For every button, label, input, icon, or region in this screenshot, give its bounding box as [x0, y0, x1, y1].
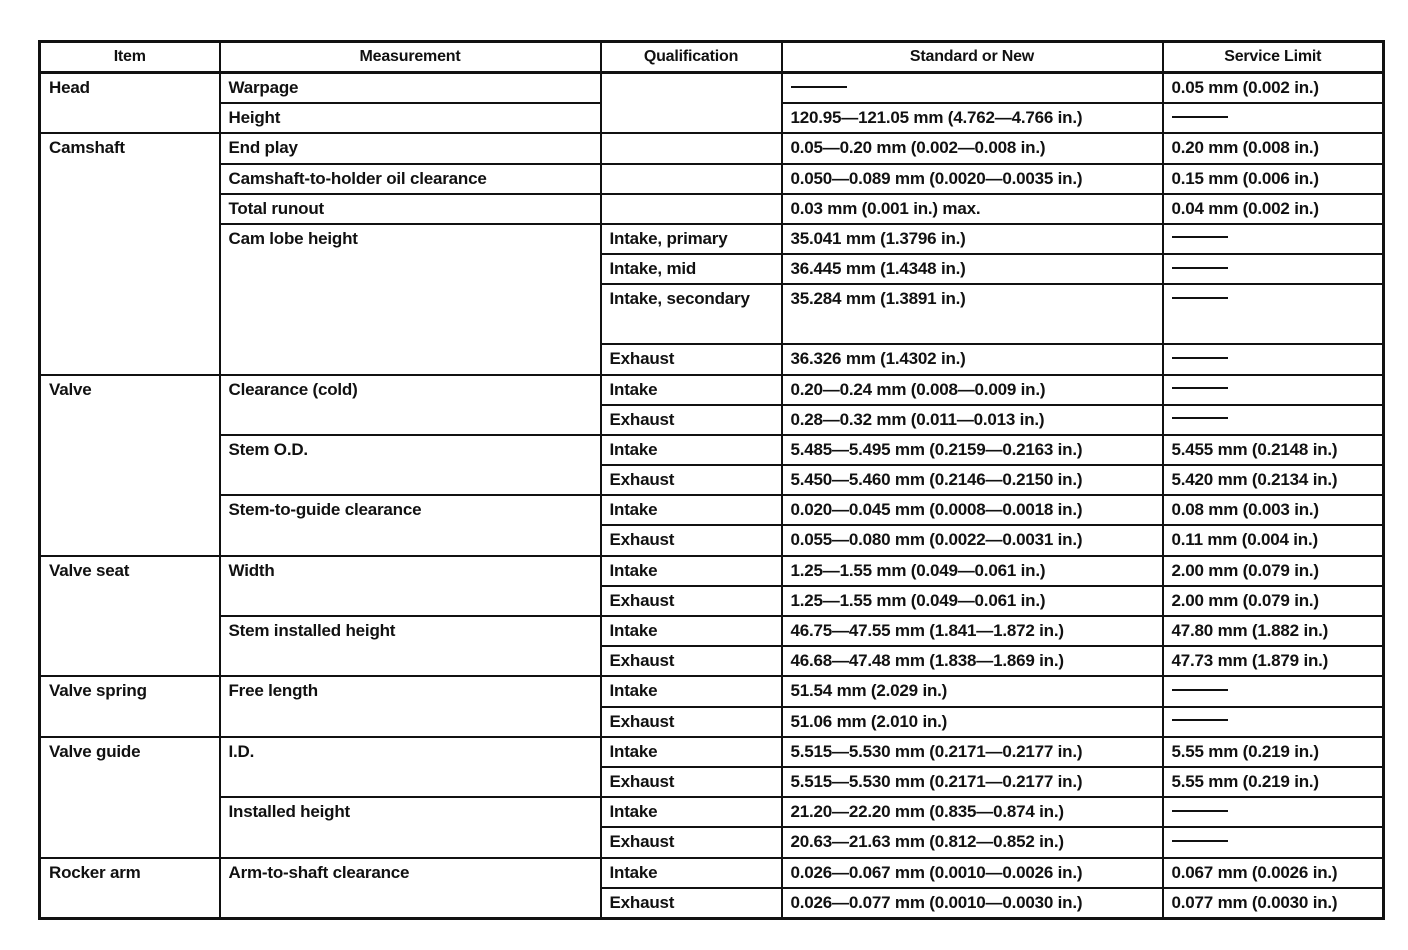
measurement-cell: Free length — [220, 676, 601, 736]
spec-sheet — [38, 40, 1382, 920]
limit-cell: 5.55 mm (0.219 in.) — [1163, 767, 1384, 797]
table-row — [40, 224, 1384, 254]
measurement-cell: Arm-to-shaft clearance — [220, 858, 601, 919]
measurement-cell: Total runout — [220, 194, 601, 224]
item-cell: Valve spring — [40, 676, 220, 736]
dash-mark — [1172, 387, 1228, 389]
measurement-cell: Installed height — [220, 797, 601, 857]
qualification-cell: Intake — [601, 375, 782, 405]
spec-table — [38, 40, 1385, 920]
limit-cell — [1163, 827, 1384, 857]
table-row — [40, 858, 1384, 888]
limit-cell — [1163, 284, 1384, 344]
qualification-cell: Exhaust — [601, 707, 782, 737]
header-measurement: Measurement — [220, 42, 601, 73]
limit-cell: 0.20 mm (0.008 in.) — [1163, 133, 1384, 163]
standard-cell: 5.450—5.460 mm (0.2146—0.2150 in.) — [782, 465, 1163, 495]
qualification-cell: Exhaust — [601, 525, 782, 555]
table-row — [40, 435, 1384, 465]
qualification-cell: Intake — [601, 495, 782, 525]
table-row — [40, 676, 1384, 706]
limit-cell — [1163, 254, 1384, 284]
table-header-row — [40, 42, 1384, 73]
table-row — [40, 133, 1384, 163]
qualification-cell — [601, 164, 782, 194]
standard-cell: 51.06 mm (2.010 in.) — [782, 707, 1163, 737]
limit-cell: 0.05 mm (0.002 in.) — [1163, 73, 1384, 104]
qualification-cell: Exhaust — [601, 405, 782, 435]
qualification-cell: Exhaust — [601, 827, 782, 857]
limit-cell: 47.80 mm (1.882 in.) — [1163, 616, 1384, 646]
limit-cell — [1163, 797, 1384, 827]
standard-cell: 120.95—121.05 mm (4.762—4.766 in.) — [782, 103, 1163, 133]
standard-cell: 46.68—47.48 mm (1.838—1.869 in.) — [782, 646, 1163, 676]
qualification-cell: Exhaust — [601, 465, 782, 495]
header-service-limit: Service Limit — [1163, 42, 1384, 73]
limit-cell: 0.04 mm (0.002 in.) — [1163, 194, 1384, 224]
measurement-cell: Stem-to-guide clearance — [220, 495, 601, 555]
qualification-cell — [601, 133, 782, 163]
table-row — [40, 194, 1384, 224]
limit-cell: 0.15 mm (0.006 in.) — [1163, 164, 1384, 194]
standard-cell: 5.515—5.530 mm (0.2171—0.2177 in.) — [782, 737, 1163, 767]
qualification-cell — [601, 194, 782, 224]
limit-cell — [1163, 405, 1384, 435]
standard-cell: 46.75—47.55 mm (1.841—1.872 in.) — [782, 616, 1163, 646]
measurement-cell: Clearance (cold) — [220, 375, 601, 435]
measurement-cell: Warpage — [220, 73, 601, 104]
table-row — [40, 616, 1384, 646]
measurement-cell: I.D. — [220, 737, 601, 797]
standard-cell: 0.020—0.045 mm (0.0008—0.0018 in.) — [782, 495, 1163, 525]
limit-cell: 2.00 mm (0.079 in.) — [1163, 586, 1384, 616]
qualification-cell: Exhaust — [601, 586, 782, 616]
limit-cell: 47.73 mm (1.879 in.) — [1163, 646, 1384, 676]
standard-cell: 5.515—5.530 mm (0.2171—0.2177 in.) — [782, 767, 1163, 797]
dash-mark — [1172, 719, 1228, 721]
table-row — [40, 737, 1384, 767]
qualification-cell: Exhaust — [601, 767, 782, 797]
limit-cell: 5.455 mm (0.2148 in.) — [1163, 435, 1384, 465]
table-row — [40, 375, 1384, 405]
standard-cell: 20.63—21.63 mm (0.812—0.852 in.) — [782, 827, 1163, 857]
standard-cell: 35.284 mm (1.3891 in.) — [782, 284, 1163, 344]
qualification-cell: Intake — [601, 676, 782, 706]
header-item: Item — [40, 42, 220, 73]
qualification-cell: Intake — [601, 435, 782, 465]
standard-cell: 0.20—0.24 mm (0.008—0.009 in.) — [782, 375, 1163, 405]
dash-mark — [1172, 689, 1228, 691]
qualification-cell: Exhaust — [601, 646, 782, 676]
limit-cell: 0.11 mm (0.004 in.) — [1163, 525, 1384, 555]
table-row — [40, 164, 1384, 194]
item-cell: Rocker arm — [40, 858, 220, 919]
standard-cell: 0.026—0.077 mm (0.0010—0.0030 in.) — [782, 888, 1163, 919]
qualification-cell: Intake, secondary — [601, 284, 782, 344]
standard-cell: 0.03 mm (0.001 in.) max. — [782, 194, 1163, 224]
limit-cell: 5.55 mm (0.219 in.) — [1163, 737, 1384, 767]
measurement-cell: Width — [220, 556, 601, 616]
standard-cell: 0.026—0.067 mm (0.0010—0.0026 in.) — [782, 858, 1163, 888]
dash-mark — [1172, 267, 1228, 269]
limit-cell — [1163, 707, 1384, 737]
qualification-cell: Intake — [601, 737, 782, 767]
standard-cell: 1.25—1.55 mm (0.049—0.061 in.) — [782, 556, 1163, 586]
standard-cell: 0.050—0.089 mm (0.0020—0.0035 in.) — [782, 164, 1163, 194]
item-cell: Camshaft — [40, 133, 220, 374]
qualification-cell: Intake — [601, 858, 782, 888]
qualification-cell: Intake — [601, 797, 782, 827]
qualification-cell: Intake — [601, 616, 782, 646]
qualification-cell — [601, 73, 782, 134]
limit-cell: 5.420 mm (0.2134 in.) — [1163, 465, 1384, 495]
table-row — [40, 556, 1384, 586]
measurement-cell: Stem O.D. — [220, 435, 601, 495]
qualification-cell: Exhaust — [601, 888, 782, 919]
limit-cell: 0.08 mm (0.003 in.) — [1163, 495, 1384, 525]
dash-mark — [791, 86, 847, 88]
limit-cell — [1163, 224, 1384, 254]
dash-mark — [1172, 297, 1228, 299]
standard-cell: 0.28—0.32 mm (0.011—0.013 in.) — [782, 405, 1163, 435]
dash-mark — [1172, 417, 1228, 419]
standard-cell: 0.055—0.080 mm (0.0022—0.0031 in.) — [782, 525, 1163, 555]
measurement-cell: Cam lobe height — [220, 224, 601, 375]
qualification-cell: Intake, primary — [601, 224, 782, 254]
qualification-cell: Intake, mid — [601, 254, 782, 284]
limit-cell — [1163, 676, 1384, 706]
item-cell: Valve — [40, 375, 220, 556]
limit-cell — [1163, 375, 1384, 405]
dash-mark — [1172, 357, 1228, 359]
limit-cell: 0.067 mm (0.0026 in.) — [1163, 858, 1384, 888]
dash-mark — [1172, 840, 1228, 842]
table-row — [40, 73, 1384, 104]
standard-cell: 5.485—5.495 mm (0.2159—0.2163 in.) — [782, 435, 1163, 465]
measurement-cell: End play — [220, 133, 601, 163]
table-row — [40, 495, 1384, 525]
header-qualification: Qualification — [601, 42, 782, 73]
standard-cell: 35.041 mm (1.3796 in.) — [782, 224, 1163, 254]
limit-cell: 0.077 mm (0.0030 in.) — [1163, 888, 1384, 919]
measurement-cell: Stem installed height — [220, 616, 601, 676]
qualification-cell: Intake — [601, 556, 782, 586]
dash-mark — [1172, 236, 1228, 238]
standard-cell: 0.05—0.20 mm (0.002—0.008 in.) — [782, 133, 1163, 163]
standard-cell: 36.445 mm (1.4348 in.) — [782, 254, 1163, 284]
standard-cell: 1.25—1.55 mm (0.049—0.061 in.) — [782, 586, 1163, 616]
standard-cell: 21.20—22.20 mm (0.835—0.874 in.) — [782, 797, 1163, 827]
header-standard: Standard or New — [782, 42, 1163, 73]
dash-mark — [1172, 810, 1228, 812]
standard-cell: 51.54 mm (2.029 in.) — [782, 676, 1163, 706]
dash-mark — [1172, 116, 1228, 118]
item-cell: Valve guide — [40, 737, 220, 858]
item-cell: Valve seat — [40, 556, 220, 677]
item-cell: Head — [40, 73, 220, 134]
table-row — [40, 797, 1384, 827]
limit-cell — [1163, 344, 1384, 374]
limit-cell — [1163, 103, 1384, 133]
standard-cell — [782, 73, 1163, 104]
limit-cell: 2.00 mm (0.079 in.) — [1163, 556, 1384, 586]
measurement-cell: Camshaft-to-holder oil clearance — [220, 164, 601, 194]
measurement-cell: Height — [220, 103, 601, 133]
qualification-cell: Exhaust — [601, 344, 782, 374]
standard-cell: 36.326 mm (1.4302 in.) — [782, 344, 1163, 374]
